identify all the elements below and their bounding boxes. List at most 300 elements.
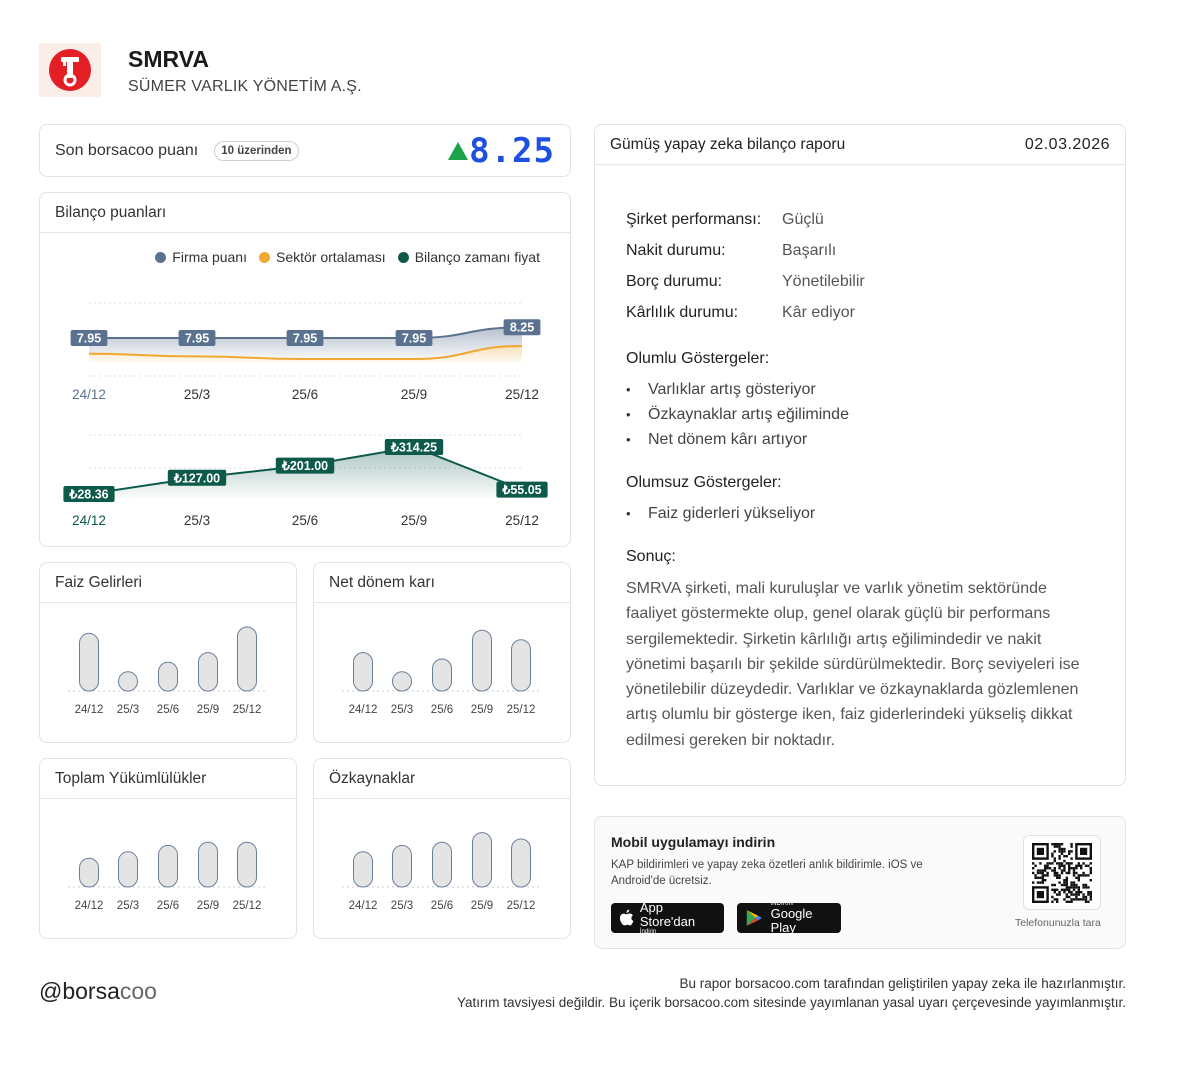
card-title: Net dönem karı: [314, 563, 570, 603]
firm-score-label: 8.25: [509, 320, 535, 335]
kv-key: Kârlılık durumu:: [626, 303, 739, 321]
qr-module: [1073, 874, 1075, 876]
x-tick-label: 25/9: [196, 900, 220, 912]
qr-module: [1058, 867, 1060, 869]
bar-pill: [80, 858, 99, 887]
qr-module: [1073, 867, 1075, 869]
qr-module: [1082, 895, 1084, 897]
qr-module: [1075, 876, 1077, 878]
qr-module: [1054, 871, 1056, 873]
qr-module: [1046, 862, 1048, 864]
qr-module: [1087, 891, 1089, 893]
score-value-group: [447, 131, 555, 171]
qr-module: [1063, 867, 1065, 869]
qr-module: [1063, 855, 1065, 857]
legend-label: Firma puanı: [172, 249, 247, 265]
x-tick-label: 24/12: [348, 900, 378, 912]
bar-pill: [512, 839, 531, 887]
app-download-card: [594, 816, 1126, 949]
qr-module: [1042, 881, 1044, 883]
score-card: [39, 124, 571, 177]
google-play-icon: [745, 908, 763, 928]
qr-module: [1090, 869, 1092, 871]
qr-module: [1066, 855, 1068, 857]
balance-scores-title: Bilanço puanları: [40, 193, 570, 233]
qr-module: [1078, 876, 1080, 878]
qr-module: [1042, 869, 1044, 871]
qr-module: [1054, 898, 1056, 900]
ai-report-card: [594, 124, 1126, 786]
qr-module: [1082, 871, 1084, 873]
qr-module: [1063, 881, 1065, 883]
qr-module: [1056, 898, 1058, 900]
qr-module: [1034, 876, 1036, 878]
qr-module: [1054, 859, 1056, 861]
report-header: [595, 125, 1125, 165]
disclaimer-line: Yatırım tavsiyesi değildir. Bu içerik borsacoo.com sitesinde yayımlanan yasal uyarı çerçevesinde yayımlanmıştır.: [456, 995, 1126, 1010]
qr-module: [1075, 895, 1077, 897]
qr-module: [1044, 869, 1046, 871]
qr-module: [1051, 900, 1053, 902]
firm-score-label: 7.95: [401, 331, 427, 346]
qr-module: [1073, 883, 1075, 885]
x-tick-label: 25/12: [232, 900, 262, 912]
qr-module: [1046, 871, 1048, 873]
qr-module: [1056, 871, 1058, 873]
qr-module: [1078, 874, 1080, 876]
qr-module: [1075, 864, 1077, 866]
firm-score-label: 7.95: [76, 331, 102, 346]
qr-module: [1075, 891, 1077, 893]
report-date: 02.03.2026: [1024, 135, 1110, 153]
qr-module: [1090, 862, 1092, 864]
qr-module: [1044, 879, 1046, 881]
bar-pill: [199, 842, 218, 887]
bar-pill: [393, 672, 412, 691]
google-play-label: Google Play: [770, 906, 813, 935]
qr-module: [1056, 843, 1058, 845]
qr-module: [1063, 891, 1065, 893]
qr-module: [1046, 864, 1048, 866]
qr-module: [1042, 871, 1044, 873]
qr-code: [1023, 835, 1101, 910]
qr-module: [1058, 857, 1060, 859]
firm-score-label: 7.95: [184, 331, 210, 346]
qr-module: [1090, 871, 1092, 873]
qr-module: [1070, 891, 1072, 893]
list-item: • Net dönem kârı artıyor: [626, 427, 1094, 452]
x-tick-label: 24/12: [74, 704, 104, 716]
qr-module: [1046, 874, 1048, 876]
qr-module: [1068, 888, 1070, 890]
x-tick-label: 25/6: [156, 900, 180, 912]
qr-module: [1090, 867, 1092, 869]
apple-icon: [619, 909, 634, 927]
qr-module: [1087, 874, 1089, 876]
x-tick-label: 25/3: [183, 513, 211, 528]
list-item: • Varlıklar artış gösteriyor: [626, 377, 1094, 402]
qr-module: [1056, 893, 1058, 895]
app-store-sublabel: İndirin: [639, 929, 657, 935]
card-title: Toplam Yükümlülükler: [40, 759, 296, 799]
price-label: ₺28.36: [69, 487, 109, 502]
qr-module: [1037, 876, 1039, 878]
qr-module: [1051, 862, 1053, 864]
qr-module: [1070, 886, 1072, 888]
qr-module: [1039, 881, 1041, 883]
conclusion-text: SMRVA şirketi, mali kuruluşlar ve varlık yönetim sektöründe faaliyet göstermekte olup, genel olarak güçlü bir performans sergilemektedir. Şirketin kârlılığı artış eğilimindedir ve nakit yönetimi başarılı bir şekilde sürdürülmektedir. Borç seviyeleri ise yönetilebilir düzeydedir. Varlıklar ve özkaynaklarda gözlemlenen artış olumlu bir gösterge iken, faiz giderlerindeki yükseliş dikkat edilmesi gereken bir noktadır.: [626, 580, 1080, 749]
qr-module: [1068, 895, 1070, 897]
qr-module: [1058, 850, 1060, 852]
x-tick-label: 25/9: [196, 704, 220, 716]
x-tick-label: 25/12: [505, 387, 539, 402]
qr-module: [1068, 891, 1070, 893]
qr-module: [1066, 876, 1068, 878]
qr-module: [1042, 876, 1044, 878]
qr-module: [1066, 900, 1068, 902]
qr-module: [1042, 879, 1044, 881]
negative-indicators-list: [626, 501, 1094, 526]
x-tick-label: 25/9: [400, 513, 428, 528]
qr-module: [1080, 898, 1082, 900]
qr-module: [1056, 888, 1058, 890]
kv-key: Borç durumu:: [626, 272, 723, 290]
qr-module: [1073, 871, 1075, 873]
x-tick-label: 25/6: [291, 513, 319, 528]
qr-module: [1044, 867, 1046, 869]
qr-module: [1032, 862, 1034, 864]
qr-module: [1070, 867, 1072, 869]
qr-module: [1051, 852, 1053, 854]
qr-module: [1082, 874, 1084, 876]
qr-module: [1037, 869, 1039, 871]
qr-caption: Telefonunuzla tara: [1015, 917, 1101, 929]
app-store-label: App Store'dan: [639, 900, 696, 929]
total-liabilities-card: [39, 758, 297, 939]
company-header: [39, 43, 639, 99]
qr-module: [1063, 888, 1065, 890]
qr-module: [1073, 898, 1075, 900]
qr-module: [1054, 857, 1056, 859]
price-label: ₺127.00: [173, 471, 221, 486]
qr-module: [1066, 895, 1068, 897]
qr-module: [1061, 843, 1063, 845]
report-title: Gümüş yapay zeka bilanço raporu: [610, 135, 846, 153]
app-store-button[interactable]: [611, 900, 724, 935]
bar-pill: [119, 852, 138, 887]
qr-module: [1058, 876, 1060, 878]
qr-module: [1061, 852, 1063, 854]
qr-module: [1070, 881, 1072, 883]
qr-module: [1039, 876, 1041, 878]
x-tick-label: 25/3: [183, 387, 211, 402]
qr-module: [1054, 888, 1056, 890]
equity-chart: [314, 799, 570, 939]
qr-module: [1039, 871, 1041, 873]
qr-module: [1051, 883, 1053, 885]
qr-module: [1061, 864, 1063, 866]
qr-module: [1068, 850, 1070, 852]
qr-module: [1058, 891, 1060, 893]
qr-module: [1034, 864, 1036, 866]
bar-pill: [80, 633, 99, 691]
qr-module: [1070, 845, 1072, 847]
qr-module: [1078, 886, 1080, 888]
qr-module: [1044, 864, 1046, 866]
qr-module: [1063, 869, 1065, 871]
bar-pill: [473, 630, 492, 691]
kv-value: Güçlü: [782, 210, 824, 228]
x-tick-label: 24/12: [72, 513, 106, 528]
qr-module: [1054, 850, 1056, 852]
qr-finder-core: [1080, 847, 1087, 854]
qr-module: [1039, 869, 1041, 871]
interest-income-chart: [40, 603, 296, 743]
qr-module: [1054, 867, 1056, 869]
qr-module: [1078, 864, 1080, 866]
x-tick-label: 25/3: [116, 704, 140, 716]
qr-module: [1085, 874, 1087, 876]
qr-module: [1056, 874, 1058, 876]
list-item: • Faiz giderleri yükseliyor: [626, 501, 1094, 526]
total-liabilities-chart: [40, 799, 296, 939]
qr-module: [1058, 847, 1060, 849]
qr-module: [1063, 898, 1065, 900]
bar-pill: [238, 842, 257, 887]
qr-module: [1078, 862, 1080, 864]
qr-module: [1061, 871, 1063, 873]
qr-module: [1066, 893, 1068, 895]
qr-module: [1082, 893, 1084, 895]
x-tick-label: 25/3: [116, 900, 140, 912]
qr-module: [1061, 883, 1063, 885]
qr-module: [1085, 886, 1087, 888]
qr-module: [1085, 895, 1087, 897]
legend-label: Sektör ortalaması: [275, 249, 386, 265]
qr-module: [1068, 864, 1070, 866]
qr-finder-core: [1037, 891, 1044, 898]
qr-module: [1049, 867, 1051, 869]
positive-indicators-list: [626, 377, 1094, 452]
qr-module: [1066, 881, 1068, 883]
qr-module: [1073, 893, 1075, 895]
x-tick-label: 25/9: [400, 387, 428, 402]
qr-module: [1054, 843, 1056, 845]
qr-module: [1051, 855, 1053, 857]
legend-label: Bilanço zamanı fiyat: [414, 249, 540, 265]
qr-module: [1070, 898, 1072, 900]
qr-module: [1090, 891, 1092, 893]
qr-module: [1058, 845, 1060, 847]
qr-module: [1056, 900, 1058, 902]
bank-key-icon: [48, 48, 92, 92]
equity-card: [313, 758, 571, 939]
qr-module: [1070, 862, 1072, 864]
qr-module: [1058, 843, 1060, 845]
qr-module: [1085, 898, 1087, 900]
google-play-sublabel: İNDİRİN: [770, 901, 793, 907]
qr-module: [1075, 867, 1077, 869]
company-name: SÜMER VARLIK YÖNETİM A.Ş.: [128, 78, 362, 95]
qr-module: [1070, 857, 1072, 859]
qr-module: [1051, 888, 1053, 890]
company-logo: [39, 43, 101, 97]
negative-indicators-title: Olumsuz Göstergeler:: [626, 474, 782, 491]
qr-module: [1085, 883, 1087, 885]
qr-module: [1037, 871, 1039, 873]
qr-code-icon: [1032, 843, 1092, 903]
qr-module: [1075, 871, 1077, 873]
bar-pill: [238, 627, 257, 691]
report-body: [595, 165, 1125, 753]
qr-module: [1061, 850, 1063, 852]
qr-module: [1073, 869, 1075, 871]
qr-module: [1037, 881, 1039, 883]
qr-module: [1068, 871, 1070, 873]
qr-module: [1066, 871, 1068, 873]
qr-module: [1061, 888, 1063, 890]
qr-module: [1075, 886, 1077, 888]
score-value: 8.25: [469, 130, 555, 171]
x-tick-label: 25/12: [505, 513, 539, 528]
x-tick-label: 25/12: [232, 704, 262, 716]
x-tick-label: 25/12: [506, 704, 536, 716]
x-tick-label: 25/12: [506, 900, 536, 912]
interest-income-card: [39, 562, 297, 743]
x-tick-label: 25/6: [291, 387, 319, 402]
x-tick-label: 25/6: [430, 900, 454, 912]
qr-module: [1046, 867, 1048, 869]
qr-module: [1068, 900, 1070, 902]
x-tick-label: 25/3: [390, 704, 414, 716]
qr-module: [1066, 883, 1068, 885]
qr-module: [1078, 879, 1080, 881]
arrow-up-icon: [447, 141, 469, 161]
qr-module: [1056, 862, 1058, 864]
kv-key: Şirket performansı:: [626, 210, 762, 228]
qr-module: [1080, 874, 1082, 876]
disclaimer: [457, 974, 1126, 1012]
qr-module: [1082, 886, 1084, 888]
bar-pill: [433, 659, 452, 691]
qr-module: [1051, 843, 1053, 845]
list-item: • Özkaynaklar artış eğiliminde: [626, 402, 1094, 427]
qr-module: [1032, 867, 1034, 869]
qr-module: [1061, 869, 1063, 871]
qr-module: [1054, 869, 1056, 871]
qr-module: [1032, 881, 1034, 883]
x-tick-label: 24/12: [72, 387, 106, 402]
qr-module: [1070, 843, 1072, 845]
kv-row: [626, 204, 1094, 235]
brand-handle-part: @borsa: [39, 978, 120, 1004]
qr-module: [1090, 893, 1092, 895]
kv-row: [626, 266, 1094, 297]
qr-module: [1051, 895, 1053, 897]
qr-module: [1032, 871, 1034, 873]
kv-row: [626, 235, 1094, 266]
disclaimer-line: Bu rapor borsacoo.com tarafından geliştirilen yapay zeka ile hazırlanmıştır.: [679, 976, 1126, 991]
qr-module: [1070, 850, 1072, 852]
brand-handle: [39, 978, 157, 1005]
brand-handle-part: coo: [119, 978, 157, 1004]
google-play-button[interactable]: [737, 903, 841, 933]
qr-module: [1054, 891, 1056, 893]
bar-pill: [159, 845, 178, 887]
ticker-symbol: SMRVA: [128, 46, 209, 72]
qr-module: [1075, 893, 1077, 895]
qr-module: [1039, 862, 1041, 864]
qr-module: [1085, 864, 1087, 866]
x-tick-label: 25/9: [470, 900, 494, 912]
qr-module: [1063, 879, 1065, 881]
qr-module: [1078, 891, 1080, 893]
x-tick-label: 24/12: [74, 900, 104, 912]
kv-value: Yönetilebilir: [782, 272, 865, 290]
price-label: ₺314.25: [390, 440, 438, 455]
qr-module: [1090, 898, 1092, 900]
price-label: ₺201.00: [281, 459, 329, 474]
qr-module: [1056, 876, 1058, 878]
qr-module: [1080, 867, 1082, 869]
qr-module: [1073, 888, 1075, 890]
price-label: ₺55.05: [502, 483, 542, 498]
qr-module: [1066, 888, 1068, 890]
card-title: Özkaynaklar: [314, 759, 570, 799]
qr-module: [1034, 874, 1036, 876]
qr-module: [1085, 900, 1087, 902]
firm-score-label: 7.95: [292, 331, 318, 346]
qr-module: [1063, 864, 1065, 866]
x-tick-label: 25/9: [470, 704, 494, 716]
qr-module: [1082, 862, 1084, 864]
qr-module: [1078, 893, 1080, 895]
app-download-desc: KAP bildirimleri ve yapay zeka özetleri anlık bildirimle. iOS ve Android'de ücretsiz.: [611, 859, 923, 887]
qr-module: [1049, 862, 1051, 864]
qr-module: [1058, 864, 1060, 866]
qr-finder-core: [1037, 847, 1044, 854]
qr-module: [1058, 893, 1060, 895]
qr-module: [1070, 883, 1072, 885]
score-scale-badge: 10 üzerinden: [214, 141, 298, 161]
qr-module: [1087, 900, 1089, 902]
kv-row: [626, 297, 1094, 328]
qr-module: [1063, 859, 1065, 861]
x-tick-label: 25/3: [390, 900, 414, 912]
qr-module: [1087, 893, 1089, 895]
kv-value: Kâr ediyor: [782, 303, 855, 321]
qr-module: [1068, 862, 1070, 864]
qr-module: [1068, 867, 1070, 869]
qr-module: [1051, 869, 1053, 871]
qr-module: [1078, 888, 1080, 890]
qr-module: [1068, 852, 1070, 854]
qr-module: [1073, 881, 1075, 883]
conclusion-title: Sonuç:: [626, 548, 676, 565]
qr-module: [1075, 898, 1077, 900]
qr-module: [1087, 886, 1089, 888]
qr-module: [1054, 874, 1056, 876]
qr-module: [1042, 874, 1044, 876]
qr-module: [1090, 895, 1092, 897]
qr-module: [1087, 864, 1089, 866]
qr-module: [1082, 883, 1084, 885]
qr-module: [1063, 883, 1065, 885]
qr-module: [1075, 883, 1077, 885]
net-profit-card: [313, 562, 571, 743]
qr-module: [1066, 886, 1068, 888]
positive-indicators-title: Olumlu Göstergeler:: [626, 350, 770, 367]
